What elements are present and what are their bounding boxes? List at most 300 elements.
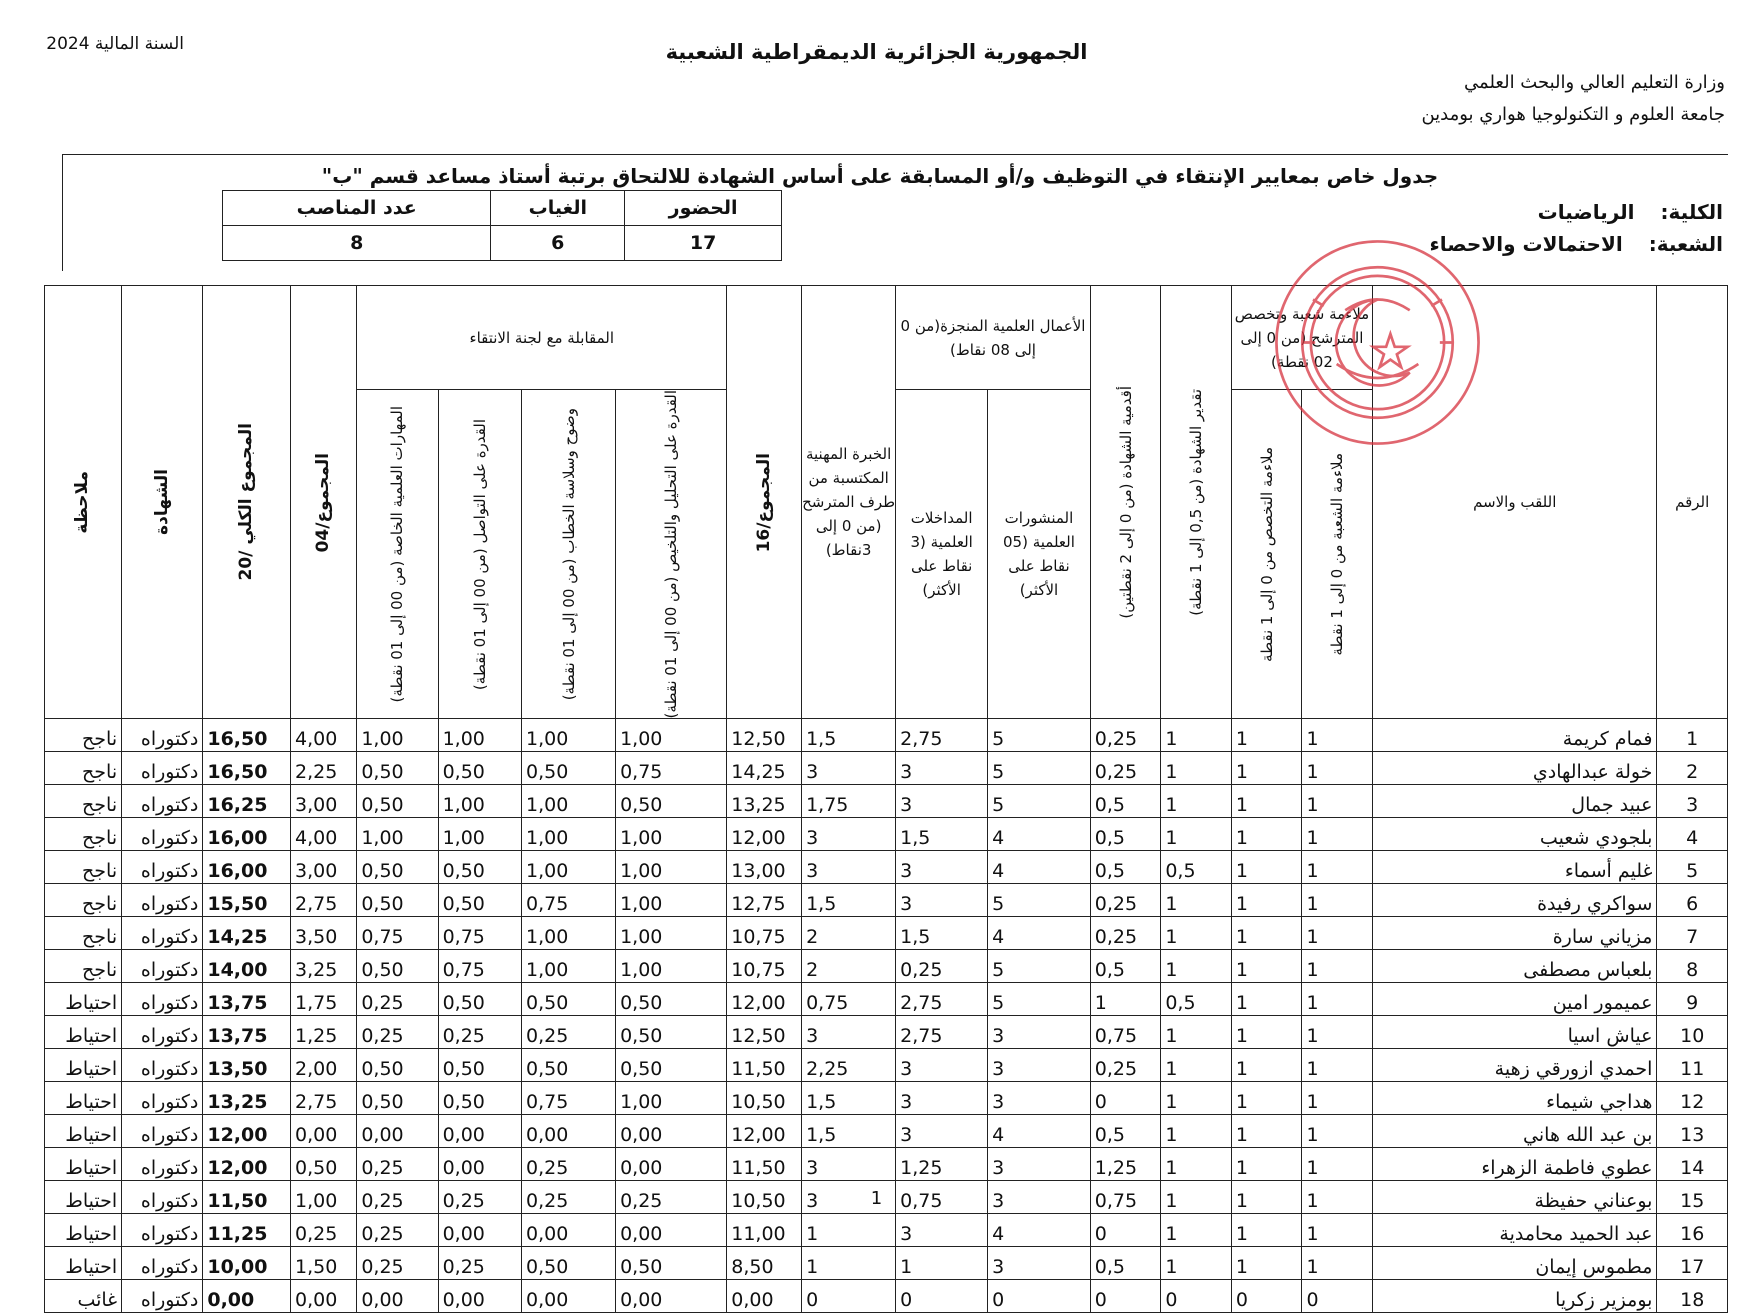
cell-note: غائب bbox=[45, 1280, 122, 1313]
cell-experience: 1,5 bbox=[802, 1115, 896, 1148]
cell-skills: 0,50 bbox=[357, 950, 438, 983]
col-clarity-label: وضوح وسلاسة الخطاب (من 00 إلى 01 نقطة) bbox=[559, 408, 578, 701]
cell-fit-spec: 1 bbox=[1231, 950, 1302, 983]
cell-name: عبيد جمال bbox=[1373, 785, 1657, 818]
cell-seniority: 0,25 bbox=[1090, 884, 1161, 917]
cell-fit-branch: 1 bbox=[1302, 719, 1373, 752]
cell-seniority: 0,75 bbox=[1090, 1016, 1161, 1049]
cell-name: عميمور امين bbox=[1373, 983, 1657, 1016]
cell-note: ناجح bbox=[45, 950, 122, 983]
cell-fit-branch: 1 bbox=[1302, 785, 1373, 818]
cell-experience: 1,5 bbox=[802, 719, 896, 752]
cell-sum04: 1,00 bbox=[291, 1181, 357, 1214]
cell-skills: 1,00 bbox=[357, 719, 438, 752]
cell-communication: 0,50 bbox=[438, 1049, 521, 1082]
cell-grade: 1 bbox=[1161, 719, 1232, 752]
col-name: اللقب والاسم bbox=[1373, 286, 1657, 719]
cell-certificate: دكتوراه bbox=[122, 1280, 203, 1313]
cell-skills: 0,25 bbox=[357, 1214, 438, 1247]
cell-sum04: 3,50 bbox=[291, 917, 357, 950]
cell-total20: 12,00 bbox=[203, 1115, 291, 1148]
cell-analysis: 1,00 bbox=[616, 719, 727, 752]
cell-note: احتياط bbox=[45, 1049, 122, 1082]
branch-line bbox=[1429, 232, 1723, 256]
cell-analysis: 1,00 bbox=[616, 851, 727, 884]
cell-publications: 3 bbox=[988, 1016, 1091, 1049]
cell-communications: 1,5 bbox=[896, 917, 988, 950]
cell-seniority: 0,5 bbox=[1090, 950, 1161, 983]
cell-communication: 0,00 bbox=[438, 1280, 521, 1313]
cell-rank: 10 bbox=[1657, 1016, 1728, 1049]
cell-grade: 1 bbox=[1161, 1181, 1232, 1214]
col-grade-label: تقدير الشهادة (من 0,5 إلى 1 نقطة) bbox=[1187, 388, 1206, 616]
cell-communication: 0,25 bbox=[438, 1181, 521, 1214]
cell-analysis: 0,75 bbox=[616, 752, 727, 785]
cell-fit-spec: 1 bbox=[1231, 719, 1302, 752]
cell-total20: 14,00 bbox=[203, 950, 291, 983]
table-row bbox=[45, 1148, 1728, 1181]
col-fit-branch bbox=[1302, 390, 1373, 719]
cell-clarity: 0,50 bbox=[521, 752, 615, 785]
cell-sum04: 3,00 bbox=[291, 785, 357, 818]
col-clarity bbox=[521, 390, 615, 719]
cell-grade: 0 bbox=[1161, 1280, 1232, 1313]
cell-experience: 3 bbox=[802, 752, 896, 785]
cell-skills: 0,50 bbox=[357, 785, 438, 818]
cell-communication: 1,00 bbox=[438, 785, 521, 818]
cell-fit-branch: 1 bbox=[1302, 1049, 1373, 1082]
cell-certificate: دكتوراه bbox=[122, 983, 203, 1016]
cell-analysis: 0,50 bbox=[616, 1049, 727, 1082]
cell-fit-branch: 1 bbox=[1302, 1016, 1373, 1049]
cell-seniority: 1,25 bbox=[1090, 1148, 1161, 1181]
cell-experience: 3 bbox=[802, 1181, 896, 1214]
cell-fit-spec: 1 bbox=[1231, 851, 1302, 884]
cell-fit-spec: 1 bbox=[1231, 917, 1302, 950]
cell-clarity: 0,25 bbox=[521, 1148, 615, 1181]
cell-sum04: 2,75 bbox=[291, 1082, 357, 1115]
cell-rank: 17 bbox=[1657, 1247, 1728, 1280]
cell-sum16: 13,00 bbox=[727, 851, 802, 884]
table-row bbox=[45, 818, 1728, 851]
cell-note: ناجح bbox=[45, 785, 122, 818]
cell-rank: 14 bbox=[1657, 1148, 1728, 1181]
col-experience: الخبرة المهنية المكتسبة من طرف المترشح (من 0 إلى 3نقاط) bbox=[802, 286, 896, 719]
positions-label: عدد المناصب bbox=[223, 191, 491, 226]
cell-note: ناجح bbox=[45, 851, 122, 884]
cell-seniority: 0 bbox=[1090, 1082, 1161, 1115]
cell-skills: 0,25 bbox=[357, 1148, 438, 1181]
cell-note: ناجح bbox=[45, 719, 122, 752]
cell-clarity: 0,25 bbox=[521, 1181, 615, 1214]
cell-seniority: 0,25 bbox=[1090, 917, 1161, 950]
cell-sum16: 10,75 bbox=[727, 950, 802, 983]
col-communication bbox=[438, 390, 521, 719]
cell-grade: 1 bbox=[1161, 1016, 1232, 1049]
cell-name: مزياني سارة bbox=[1373, 917, 1657, 950]
table-row bbox=[45, 1082, 1728, 1115]
cell-experience: 2 bbox=[802, 950, 896, 983]
col-note bbox=[45, 286, 122, 719]
cell-grade: 1 bbox=[1161, 1082, 1232, 1115]
cell-rank: 1 bbox=[1657, 719, 1728, 752]
table-row bbox=[45, 1115, 1728, 1148]
cell-seniority: 0,5 bbox=[1090, 1247, 1161, 1280]
cell-communication: 0,00 bbox=[438, 1148, 521, 1181]
cell-name: عياش اسيا bbox=[1373, 1016, 1657, 1049]
cell-skills: 0,00 bbox=[357, 1115, 438, 1148]
cell-total20: 11,25 bbox=[203, 1214, 291, 1247]
cell-total20: 14,25 bbox=[203, 917, 291, 950]
cell-publications: 3 bbox=[988, 1148, 1091, 1181]
cell-publications: 3 bbox=[988, 1247, 1091, 1280]
cell-note: احتياط bbox=[45, 983, 122, 1016]
attendance-value: 17 bbox=[625, 226, 782, 261]
cell-rank: 7 bbox=[1657, 917, 1728, 950]
cell-communications: 3 bbox=[896, 851, 988, 884]
cell-experience: 2,25 bbox=[802, 1049, 896, 1082]
cell-fit-spec: 1 bbox=[1231, 1016, 1302, 1049]
cell-note: احتياط bbox=[45, 1016, 122, 1049]
cell-sum04: 0,50 bbox=[291, 1148, 357, 1181]
cell-experience: 2 bbox=[802, 917, 896, 950]
cell-communications: 1 bbox=[896, 1247, 988, 1280]
cell-sum16: 13,25 bbox=[727, 785, 802, 818]
cell-sum16: 12,50 bbox=[727, 719, 802, 752]
cell-fit-branch: 1 bbox=[1302, 818, 1373, 851]
cell-publications: 5 bbox=[988, 719, 1091, 752]
cell-total20: 0,00 bbox=[203, 1280, 291, 1313]
cell-communication: 0,50 bbox=[438, 851, 521, 884]
cell-rank: 11 bbox=[1657, 1049, 1728, 1082]
col-sum04 bbox=[291, 286, 357, 719]
table-row bbox=[45, 950, 1728, 983]
cell-experience: 3 bbox=[802, 1148, 896, 1181]
cell-fit-spec: 1 bbox=[1231, 1214, 1302, 1247]
col-communications: المداخلات العلمية (3 نقاط على الأكثر) bbox=[896, 390, 988, 719]
cell-sum16: 12,50 bbox=[727, 1016, 802, 1049]
cell-communication: 0,75 bbox=[438, 950, 521, 983]
cell-rank: 18 bbox=[1657, 1280, 1728, 1313]
cell-communications: 2,75 bbox=[896, 719, 988, 752]
col-rank: الرقم bbox=[1657, 286, 1728, 719]
cell-publications: 5 bbox=[988, 884, 1091, 917]
col-grade bbox=[1161, 286, 1232, 719]
cell-communications: 3 bbox=[896, 1049, 988, 1082]
cell-total20: 13,25 bbox=[203, 1082, 291, 1115]
cell-fit-branch: 0 bbox=[1302, 1280, 1373, 1313]
cell-sum04: 0,25 bbox=[291, 1214, 357, 1247]
cell-skills: 0,50 bbox=[357, 851, 438, 884]
col-publications: المنشورات العلمية (05 نقاط على الأكثر) bbox=[988, 390, 1091, 719]
cell-publications: 5 bbox=[988, 785, 1091, 818]
cell-sum16: 10,50 bbox=[727, 1181, 802, 1214]
cell-sum04: 2,75 bbox=[291, 884, 357, 917]
col-works-group: الأعمال العلمية المنجزة(من 0 إلى 08 نقاط) bbox=[896, 286, 1091, 390]
cell-fit-branch: 1 bbox=[1302, 752, 1373, 785]
cell-fit-branch: 1 bbox=[1302, 1181, 1373, 1214]
cell-note: احتياط bbox=[45, 1115, 122, 1148]
cell-total20: 10,00 bbox=[203, 1247, 291, 1280]
cell-note: ناجح bbox=[45, 818, 122, 851]
cell-name: فمام كريمة bbox=[1373, 719, 1657, 752]
cell-sum04: 2,00 bbox=[291, 1049, 357, 1082]
cell-sum16: 11,50 bbox=[727, 1049, 802, 1082]
cell-grade: 0,5 bbox=[1161, 983, 1232, 1016]
cell-clarity: 1,00 bbox=[521, 950, 615, 983]
cell-sum16: 10,50 bbox=[727, 1082, 802, 1115]
cell-grade: 1 bbox=[1161, 1115, 1232, 1148]
cell-note: احتياط bbox=[45, 1181, 122, 1214]
col-note-label: ملاحظة bbox=[72, 470, 93, 534]
cell-name: بوعناني حفيظة bbox=[1373, 1181, 1657, 1214]
col-interview-group: المقابلة مع لجنة الانتقاء bbox=[357, 286, 727, 390]
page-number: 1 bbox=[870, 1188, 883, 1209]
cell-name: هداجي شيماء bbox=[1373, 1082, 1657, 1115]
cell-name: بلجودي شعيب bbox=[1373, 818, 1657, 851]
cell-analysis: 0,00 bbox=[616, 1148, 727, 1181]
col-total20-label: المجموع الكلي /20 bbox=[236, 423, 257, 581]
absence-label: الغياب bbox=[491, 191, 625, 226]
cell-fit-spec: 1 bbox=[1231, 1247, 1302, 1280]
cell-experience: 1,75 bbox=[802, 785, 896, 818]
cell-total20: 15,50 bbox=[203, 884, 291, 917]
cell-note: احتياط bbox=[45, 1247, 122, 1280]
col-skills-label: المهارات العلمية الخاصة (من 00 إلى 01 نقطة) bbox=[388, 405, 407, 703]
cell-publications: 4 bbox=[988, 851, 1091, 884]
table-row bbox=[45, 983, 1728, 1016]
cell-clarity: 0,50 bbox=[521, 1247, 615, 1280]
cell-fit-spec: 1 bbox=[1231, 1082, 1302, 1115]
cell-communications: 0 bbox=[896, 1280, 988, 1313]
col-fit-spec bbox=[1231, 390, 1302, 719]
faculty-label: الكلية: bbox=[1660, 200, 1723, 224]
cell-fit-branch: 1 bbox=[1302, 851, 1373, 884]
cell-clarity: 1,00 bbox=[521, 818, 615, 851]
cell-grade: 1 bbox=[1161, 1214, 1232, 1247]
cell-analysis: 0,00 bbox=[616, 1115, 727, 1148]
cell-analysis: 0,00 bbox=[616, 1214, 727, 1247]
cell-rank: 6 bbox=[1657, 884, 1728, 917]
faculty-value: الرياضيات bbox=[1537, 200, 1635, 224]
cell-seniority: 0,5 bbox=[1090, 1115, 1161, 1148]
cell-analysis: 0,00 bbox=[616, 1280, 727, 1313]
cell-clarity: 0,50 bbox=[521, 1049, 615, 1082]
cell-rank: 16 bbox=[1657, 1214, 1728, 1247]
cell-communications: 1,25 bbox=[896, 1148, 988, 1181]
col-certificate-label: الشهادة bbox=[151, 469, 172, 536]
cell-fit-spec: 1 bbox=[1231, 818, 1302, 851]
cell-sum16: 8,50 bbox=[727, 1247, 802, 1280]
cell-certificate: دكتوراه bbox=[122, 1148, 203, 1181]
cell-communication: 0,00 bbox=[438, 1214, 521, 1247]
cell-certificate: دكتوراه bbox=[122, 1115, 203, 1148]
col-sum16 bbox=[727, 286, 802, 719]
cell-communications: 3 bbox=[896, 785, 988, 818]
cell-rank: 3 bbox=[1657, 785, 1728, 818]
cell-sum04: 4,00 bbox=[291, 719, 357, 752]
cell-sum04: 4,00 bbox=[291, 818, 357, 851]
cell-sum16: 10,75 bbox=[727, 917, 802, 950]
col-fit-branch-label: ملاءمة الشعبة من 0 إلى 1 نقطة bbox=[1328, 452, 1347, 656]
cell-communication: 0,75 bbox=[438, 917, 521, 950]
cell-communication: 0,00 bbox=[438, 1115, 521, 1148]
col-total20 bbox=[203, 286, 291, 719]
cell-experience: 0,75 bbox=[802, 983, 896, 1016]
positions-value: 8 bbox=[223, 226, 491, 261]
cell-fit-branch: 1 bbox=[1302, 1148, 1373, 1181]
col-analysis-label: القدرة على التحليل والتلخيص (من 00 إلى 01 نقطة) bbox=[662, 390, 681, 719]
col-fit-group: ملاءمة شعبة وتخصص المترشح (من 0 إلى 02 نقطة) bbox=[1231, 286, 1372, 390]
col-analysis bbox=[616, 390, 727, 719]
cell-total20: 16,25 bbox=[203, 785, 291, 818]
table-row bbox=[45, 785, 1728, 818]
col-certificate bbox=[122, 286, 203, 719]
republic-title: الجمهورية الجزائرية الديمقراطية الشعبية bbox=[665, 40, 1088, 64]
cell-fit-spec: 1 bbox=[1231, 752, 1302, 785]
cell-publications: 3 bbox=[988, 1181, 1091, 1214]
cell-experience: 3 bbox=[802, 818, 896, 851]
selection-table bbox=[44, 285, 1728, 1313]
cell-communication: 1,00 bbox=[438, 818, 521, 851]
attendance-label: الحضور bbox=[625, 191, 782, 226]
fiscal-year: السنة المالية 2024 bbox=[46, 34, 184, 54]
cell-seniority: 0,25 bbox=[1090, 752, 1161, 785]
cell-analysis: 1,00 bbox=[616, 818, 727, 851]
cell-rank: 9 bbox=[1657, 983, 1728, 1016]
table-row bbox=[45, 884, 1728, 917]
cell-total20: 11,50 bbox=[203, 1181, 291, 1214]
cell-rank: 8 bbox=[1657, 950, 1728, 983]
stats-table bbox=[222, 190, 782, 261]
cell-seniority: 0,5 bbox=[1090, 851, 1161, 884]
cell-sum16: 11,50 bbox=[727, 1148, 802, 1181]
col-sum16-label: المجموع/16 bbox=[753, 452, 774, 552]
cell-sum16: 12,75 bbox=[727, 884, 802, 917]
cell-seniority: 0 bbox=[1090, 1280, 1161, 1313]
cell-certificate: دكتوراه bbox=[122, 752, 203, 785]
cell-communications: 3 bbox=[896, 1082, 988, 1115]
cell-rank: 4 bbox=[1657, 818, 1728, 851]
cell-seniority: 0,25 bbox=[1090, 719, 1161, 752]
cell-experience: 3 bbox=[802, 1016, 896, 1049]
branch-value: الاحتمالات والاحصاء bbox=[1429, 232, 1623, 256]
cell-note: ناجح bbox=[45, 752, 122, 785]
cell-fit-branch: 1 bbox=[1302, 1247, 1373, 1280]
cell-fit-spec: 1 bbox=[1231, 785, 1302, 818]
cell-communication: 0,50 bbox=[438, 884, 521, 917]
cell-total20: 16,50 bbox=[203, 752, 291, 785]
cell-certificate: دكتوراه bbox=[122, 1247, 203, 1280]
cell-name: احمدي ازورقي زهية bbox=[1373, 1049, 1657, 1082]
cell-experience: 3 bbox=[802, 851, 896, 884]
cell-skills: 0,50 bbox=[357, 1082, 438, 1115]
cell-analysis: 0,50 bbox=[616, 1016, 727, 1049]
cell-sum04: 3,00 bbox=[291, 851, 357, 884]
cell-grade: 1 bbox=[1161, 752, 1232, 785]
table-row bbox=[45, 851, 1728, 884]
cell-name: بومزير زكريا bbox=[1373, 1280, 1657, 1313]
ministry-name: وزارة التعليم العالي والبحث العلمي bbox=[1464, 72, 1725, 93]
col-seniority-label: أقدمية الشهادة (من 0 إلى 2 نقطتين) bbox=[1116, 385, 1135, 619]
cell-skills: 0,25 bbox=[357, 1181, 438, 1214]
table-row bbox=[45, 719, 1728, 752]
cell-experience: 1 bbox=[802, 1247, 896, 1280]
cell-clarity: 1,00 bbox=[521, 917, 615, 950]
col-sum04-label: المجموع/04 bbox=[313, 452, 334, 552]
cell-rank: 12 bbox=[1657, 1082, 1728, 1115]
cell-seniority: 1 bbox=[1090, 983, 1161, 1016]
table-row bbox=[45, 1214, 1728, 1247]
cell-publications: 4 bbox=[988, 1214, 1091, 1247]
cell-analysis: 0,50 bbox=[616, 1247, 727, 1280]
cell-note: ناجح bbox=[45, 917, 122, 950]
faculty-line bbox=[1538, 200, 1723, 224]
cell-publications: 3 bbox=[988, 1082, 1091, 1115]
cell-publications: 4 bbox=[988, 1115, 1091, 1148]
cell-communication: 0,50 bbox=[438, 983, 521, 1016]
cell-clarity: 0,75 bbox=[521, 884, 615, 917]
cell-fit-spec: 1 bbox=[1231, 1181, 1302, 1214]
cell-grade: 1 bbox=[1161, 917, 1232, 950]
cell-fit-branch: 1 bbox=[1302, 917, 1373, 950]
cell-sum04: 2,25 bbox=[291, 752, 357, 785]
cell-communications: 3 bbox=[896, 752, 988, 785]
cell-publications: 5 bbox=[988, 983, 1091, 1016]
cell-total20: 12,00 bbox=[203, 1148, 291, 1181]
cell-name: عطوي فاطمة الزهراء bbox=[1373, 1148, 1657, 1181]
cell-certificate: دكتوراه bbox=[122, 884, 203, 917]
cell-fit-spec: 0 bbox=[1231, 1280, 1302, 1313]
cell-analysis: 1,00 bbox=[616, 950, 727, 983]
cell-sum16: 0,00 bbox=[727, 1280, 802, 1313]
cell-skills: 0,25 bbox=[357, 983, 438, 1016]
cell-skills: 0,75 bbox=[357, 917, 438, 950]
cell-fit-branch: 1 bbox=[1302, 1115, 1373, 1148]
cell-certificate: دكتوراه bbox=[122, 851, 203, 884]
cell-rank: 13 bbox=[1657, 1115, 1728, 1148]
cell-grade: 1 bbox=[1161, 1049, 1232, 1082]
table-body bbox=[45, 719, 1728, 1313]
table-row bbox=[45, 752, 1728, 785]
cell-fit-spec: 1 bbox=[1231, 884, 1302, 917]
cell-total20: 13,75 bbox=[203, 1016, 291, 1049]
cell-skills: 0,50 bbox=[357, 752, 438, 785]
cell-clarity: 1,00 bbox=[521, 785, 615, 818]
cell-communications: 2,75 bbox=[896, 1016, 988, 1049]
cell-sum16: 11,00 bbox=[727, 1214, 802, 1247]
cell-sum16: 12,00 bbox=[727, 983, 802, 1016]
cell-grade: 1 bbox=[1161, 1247, 1232, 1280]
cell-seniority: 0,5 bbox=[1090, 785, 1161, 818]
cell-fit-branch: 1 bbox=[1302, 950, 1373, 983]
cell-name: غليم أسماء bbox=[1373, 851, 1657, 884]
cell-communication: 0,50 bbox=[438, 1082, 521, 1115]
cell-communications: 2,75 bbox=[896, 983, 988, 1016]
cell-experience: 0 bbox=[802, 1280, 896, 1313]
cell-publications: 3 bbox=[988, 1049, 1091, 1082]
cell-total20: 16,50 bbox=[203, 719, 291, 752]
cell-rank: 5 bbox=[1657, 851, 1728, 884]
cell-analysis: 0,50 bbox=[616, 785, 727, 818]
cell-total20: 16,00 bbox=[203, 818, 291, 851]
cell-publications: 0 bbox=[988, 1280, 1091, 1313]
cell-fit-spec: 1 bbox=[1231, 1148, 1302, 1181]
cell-certificate: دكتوراه bbox=[122, 1016, 203, 1049]
cell-analysis: 1,00 bbox=[616, 917, 727, 950]
table-row bbox=[45, 1049, 1728, 1082]
cell-certificate: دكتوراه bbox=[122, 1181, 203, 1214]
